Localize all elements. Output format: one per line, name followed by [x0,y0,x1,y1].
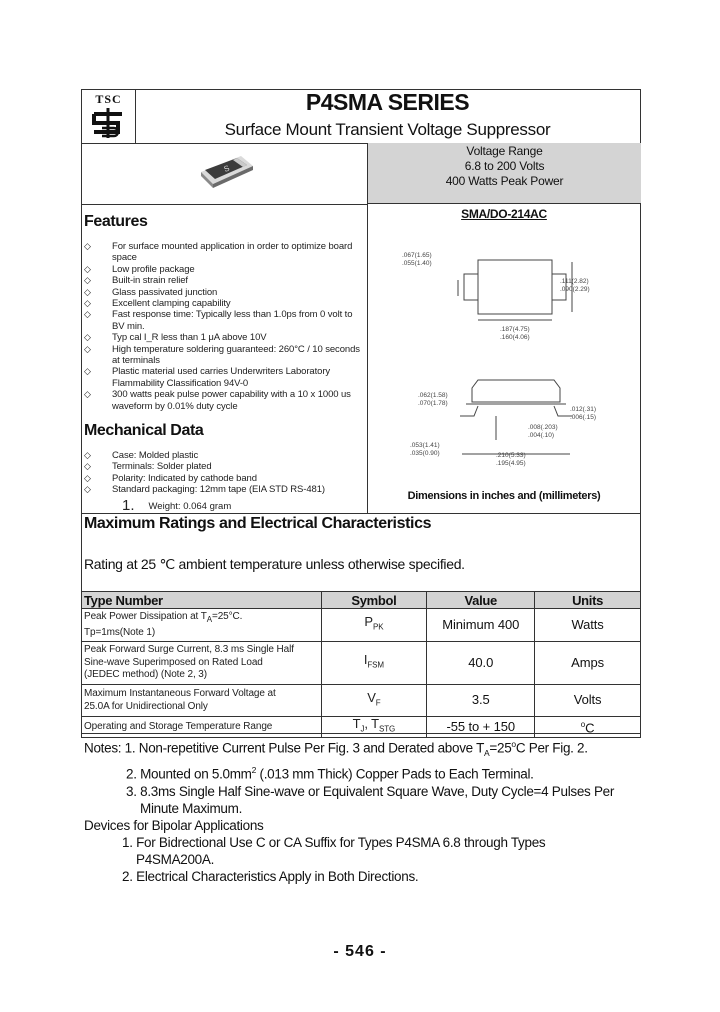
dim-label: .012(.31) [570,406,597,413]
value-cell: -55 to + 150 [427,717,535,738]
bipolar-note-2: 2. Electrical Characteristics Apply in Both Directions. [122,868,419,884]
dim-label: .160(4.06) [500,334,530,341]
tsc-logo [82,90,135,143]
peak-power-value: 400 Watts Peak Power [445,174,564,188]
ratings-table [81,591,641,738]
svg-text:S: S [222,163,231,174]
page-number: - 546 - [333,943,387,960]
dim-label: .070(1.78) [418,400,448,407]
mechanical-list [84,450,366,496]
package-drawing [400,240,600,470]
list-item: ◇ High temperature soldering guaranteed: 260°C / 10 seconds at terminals [84,343,360,367]
list-item: ◇ Standard packaging: 12mm tape (EIA STD RS-481) [84,484,325,496]
dim-label: .004(.10) [528,432,555,439]
component-image [197,150,257,192]
dim-label: .008(.203) [528,424,558,431]
dim-label: .006(.15) [570,414,597,421]
list-item: ◇ Polarity: Indicated by cathode band [84,472,257,484]
list-item: ◇ For surface mounted application in order to optimize board space [84,241,353,264]
dimensions-caption: Dimensions in inches and (millimeters) [407,490,601,502]
logo-symbol-icon [82,90,135,143]
table-row [82,642,641,685]
column-header: Symbol [321,592,427,609]
voltage-range-value: 6.8 to 200 Volts [464,159,545,173]
dim-label: .055(1.40) [402,260,432,267]
dim-label: .195(4.95) [496,460,526,467]
value-cell: 3.5 [427,685,535,717]
list-item: ◇ Case: Molded plastic [84,450,199,461]
max-ratings-title: Maximum Ratings and Electrical Characteristics [84,515,432,532]
dim-label: .210(5.33) [496,452,526,459]
column-header: Value [427,592,535,609]
table-row [82,717,641,738]
notes-block [84,736,644,885]
list-item: ◇ Excellent clamping capability [84,298,231,310]
logo-text: TSC [95,92,122,106]
value-cell: Minimum 400 [427,609,535,642]
list-item: ◇ Glass passivated junction [84,286,218,298]
units-cell: $^o$C [535,717,641,738]
list-item: ◇ Fast response time: Typically less than 1.0ps from 0 volt to BV min. [84,309,353,332]
mechanical-title: Mechanical Data [84,422,204,439]
list-item: ◇ 300 watts peak pulse power capability with a 10 x 1000 us waveform by 0.01% duty cycle [84,389,351,412]
param-cell: Peak Power Dissipation at $T_A=25^\circ C$. Tp=1ms(Note 1) [82,609,322,642]
bipolar-note-1-continued: P4SMA200A. [136,851,215,867]
symbol-cell: $P_{PK}$ [321,609,427,642]
weight-line [122,497,231,514]
param-cell: Peak Forward Surge Current, 8.3 ms Single Half Sine-wave Superimposed on Rated Load (JEDEC method) (Note 2, 3) [82,642,322,685]
dim-label: .090(2.29) [560,286,590,293]
voltage-range-box [367,143,641,204]
dim-label: .062(1.58) [418,392,448,399]
list-item: ◇ Built-in strain relief [84,275,188,287]
subtitle: Surface Mount Transient Voltage Suppressor [224,120,551,139]
units-cell: Volts [535,685,641,717]
table-header-row [82,592,641,609]
note-2: 2. Mounted on $5.0mm^2$ (.013 mm Thick) Copper Pads to Each Terminal. [126,765,534,782]
dim-label: .187(4.75) [500,326,530,333]
note-1: Notes: 1. Non-repetitive Current Pulse Per Fig. 3 and Derated above $T_A=25^oC$ Per Fig. 2. [84,739,588,759]
features-list [84,241,366,412]
voltage-range-label: Voltage Range [466,144,543,158]
param-cell: Maximum Instantaneous Forward Voltage at 25.0A for Unidirectional Only [82,685,322,717]
package-title: SMA/DO-214AC [461,207,547,221]
column-header: Type Number [82,592,322,609]
dim-label: .067(1.65) [402,252,432,259]
bipolar-note-1: 1. For Bidrectional Use C or CA Suffix for Types P4SMA 6.8 through Types [122,834,546,850]
weight-number: 1. [122,497,135,514]
table-row [82,609,641,642]
list-item: ◇ Plastic material used carries Underwriters Laboratory Flammability Classification 94V-0 [84,366,331,389]
list-item: ◇ Typ cal I_R less than 1 μA above 10V [84,332,267,344]
symbol-cell: $V_F$ [321,685,427,717]
image-divider [81,204,367,205]
list-item: ◇ Low profile package [84,263,195,275]
units-cell: Watts [535,609,641,642]
symbol-cell: $I_{FSM}$ [321,642,427,685]
dim-label: .035(0.90) [410,450,440,457]
series-title: P4SMA SERIES [305,89,470,115]
table-row [82,685,641,717]
list-item: ◇ Terminals: Solder plated [84,461,212,473]
symbol-cell: $T_J$, $T_{STG}$ [321,717,427,738]
weight-text: Weight: 0.064 gram [148,501,232,512]
dim-label: .053(1.41) [410,442,440,449]
bipolar-title: Devices for Bipolar Applications [84,817,264,833]
column-header: Units [535,592,641,609]
rating-note: Rating at 25 ℃ ambient temperature unless otherwise specified. [84,556,465,572]
package-outline-drawing [400,240,600,470]
features-title: Features [84,213,148,230]
units-cell: Amps [535,642,641,685]
param-cell: Operating and Storage Temperature Range [82,717,322,738]
dim-label: .111(2.82) [560,278,589,285]
value-cell: 40.0 [427,642,535,685]
note-3-continued: Minute Maximum. [140,800,243,816]
note-3: 3. 8.3ms Single Half Sine-wave or Equivalent Square Wave, Duty Cycle=4 Pulses Per [126,783,615,799]
